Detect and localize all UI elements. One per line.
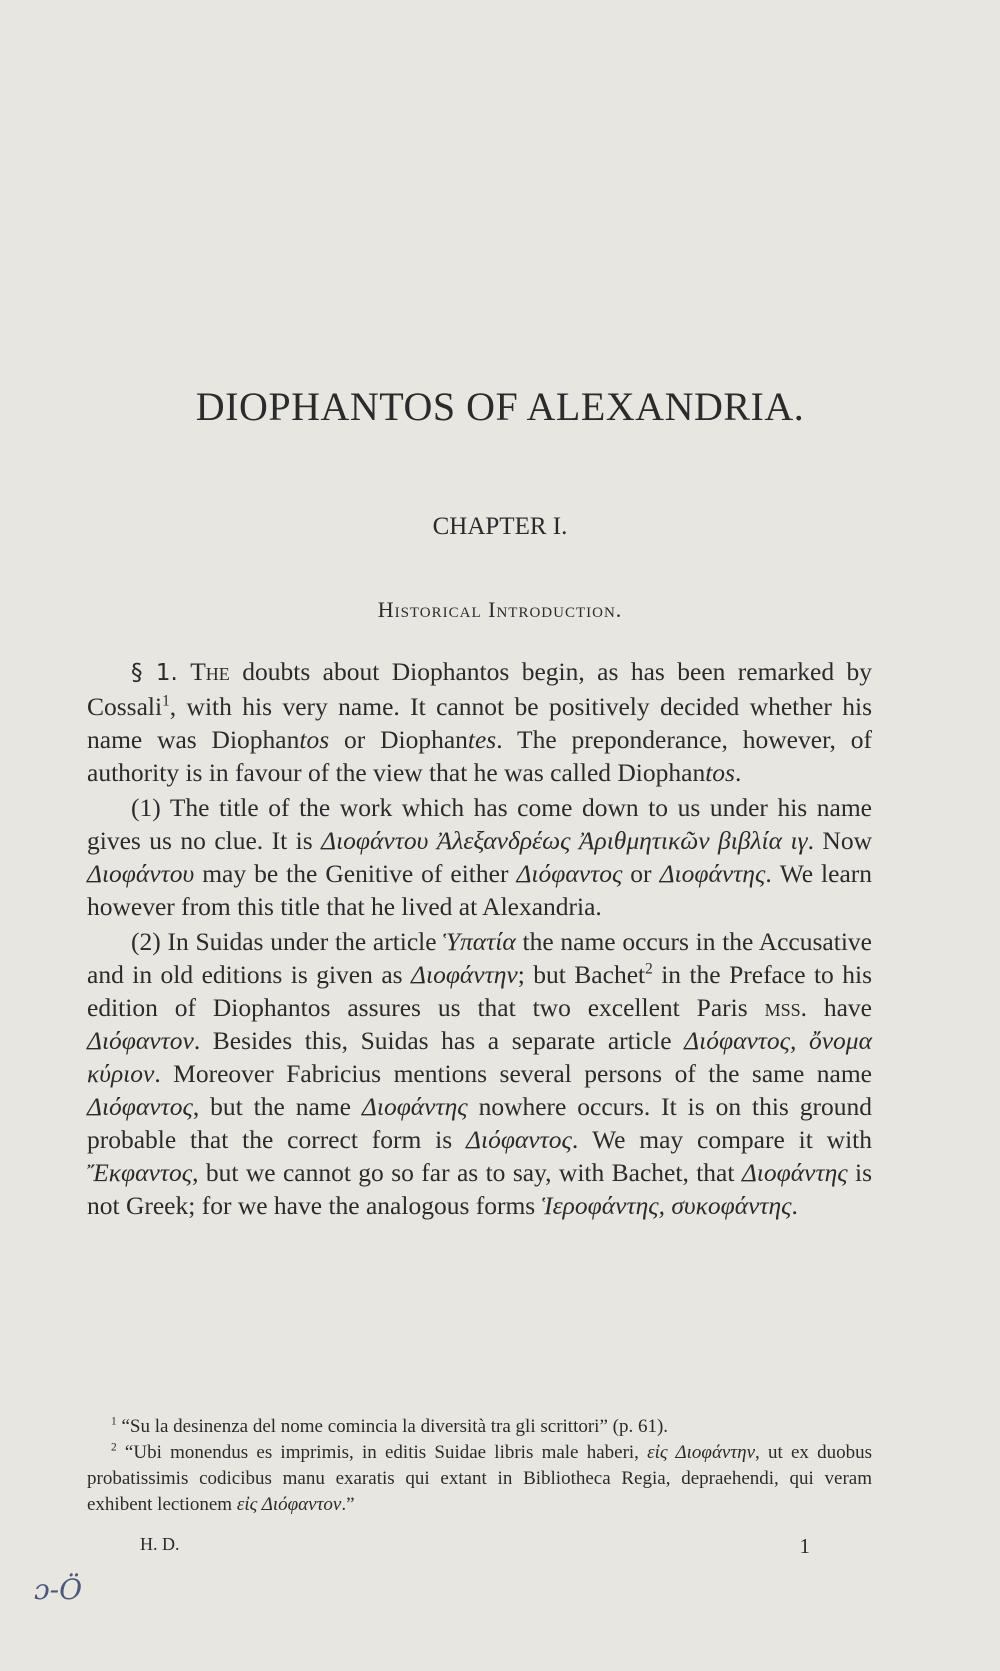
signature-mark: H. D. <box>140 1534 180 1554</box>
footnote-ref-1[interactable]: 1 <box>162 692 170 710</box>
page-footer <box>140 1534 810 1559</box>
text-run: . We may compare it with <box>571 1125 872 1154</box>
text-run: is not Greek; for we have the analogous forms <box>87 1158 872 1220</box>
italic-run: tes <box>467 725 497 754</box>
greek-text: Διοφάντης <box>659 859 766 888</box>
page-number: 1 <box>799 1534 810 1558</box>
text-run: (2) In Suidas under the article <box>131 927 444 956</box>
footnote-text: , ut ex duobus probatissimis codicibus manu exaratis qui extant in Bibliotheca Regia, depraehendi, qui veram exhibent lectionem <box>87 1442 873 1515</box>
text-run: doubts about Diophantos begin, as has been remarked by Cossali <box>87 657 872 721</box>
text-run: nowhere occurs. It is on this ground probable that the correct form is <box>87 1092 873 1154</box>
greek-text: Ἱεροφάντης, συκοφάντης <box>541 1191 792 1220</box>
footnote-ref-2[interactable]: 2 <box>645 960 653 978</box>
paragraph-2 <box>87 925 872 1222</box>
text-run: , but we cannot go so far as to say, with Bachet, that <box>192 1158 742 1187</box>
text-run: or Diophan <box>329 725 468 754</box>
text-run: . The preponderance, however, of authority is in favour of the view that he was called Diophan <box>87 725 872 787</box>
chapter-heading: CHAPTER I. <box>432 513 568 540</box>
greek-text: Διόφαντος <box>516 859 623 888</box>
greek-text: Διόφαντος, ὄνομα κύριον <box>87 1026 872 1088</box>
text-run: in the Preface to his edition of Diophantos assures us that two excellent Paris <box>87 960 872 1022</box>
section-number: § 1. <box>131 660 178 686</box>
footnote-mark: 1 <box>111 1415 117 1428</box>
footnote-text: “Su la desinenza del nome comincia la diversità tra gli scrittori” (p. 61). <box>116 1416 669 1437</box>
text-run: . <box>791 1191 798 1220</box>
text-run: . Moreover Fabricius mentions several persons of the same name <box>154 1059 872 1088</box>
greek-text: Διοφάντου <box>87 859 195 888</box>
book-title: DIOPHANTOS OF ALEXANDRIA. <box>195 384 805 429</box>
italic-run: tos <box>705 758 735 787</box>
handwritten-mark: ɔ-Ö <box>34 1573 83 1606</box>
text-run: , but the name <box>192 1092 362 1121</box>
greek-text: Ἔκφαντος <box>87 1158 193 1187</box>
text-run: (1) The title of the work which has come down to us under his name gives us no clue. It is <box>87 793 872 855</box>
footnote-2 <box>87 1440 872 1518</box>
paragraph-1 <box>87 791 872 923</box>
lead-word: The <box>190 657 230 686</box>
paragraph-section-1 <box>87 655 872 789</box>
text-run: . We learn however from this title that he lived at Alexandria. <box>87 859 873 921</box>
text-run: the name occurs in the Accusative and in old editions is given as <box>87 927 872 989</box>
text-run: . Besides this, Suidas has a separate article <box>193 1026 685 1055</box>
italic-run: tos <box>299 725 330 754</box>
greek-text: Διοφάντην <box>411 960 518 989</box>
greek-text: εἰς Διοφάντην <box>647 1442 756 1463</box>
text-run: have <box>806 993 873 1022</box>
greek-text: Διόφαντον <box>87 1026 194 1055</box>
greek-text: εἰς Διόφαντον <box>236 1494 342 1515</box>
text-run: . Now <box>807 826 872 855</box>
footnotes <box>87 1414 872 1518</box>
footnote-text: “Ubi monendus es imprimis, in editis Suidae libris male haberi, <box>116 1442 648 1463</box>
footnote-1 <box>87 1414 872 1440</box>
text-run: may be the Genitive of either <box>194 859 517 888</box>
section-heading: Historical Introduction. <box>377 597 623 622</box>
text-run: or <box>622 859 660 888</box>
body-text <box>87 655 872 1224</box>
greek-text: Διόφαντος <box>466 1125 572 1154</box>
greek-text: Ὑπατία <box>443 927 516 956</box>
greek-text: Διοφάντης <box>361 1092 468 1121</box>
text-run: , with his very name. It cannot be positively decided whether his name was Diophan <box>87 692 872 754</box>
greek-text: Διοφάντης <box>741 1158 848 1187</box>
greek-text: Διόφαντος <box>87 1092 193 1121</box>
greek-text: Διοφάντου Ἀλεξανδρέως Ἀριθμητικῶν βιβλία ιγ <box>321 826 808 855</box>
text-run: . <box>734 758 742 787</box>
small-caps-run: mss. <box>764 993 807 1022</box>
footnote-text: .” <box>341 1494 355 1515</box>
text-run: ; but Bachet <box>517 960 646 989</box>
footnote-mark: 2 <box>111 1441 117 1454</box>
